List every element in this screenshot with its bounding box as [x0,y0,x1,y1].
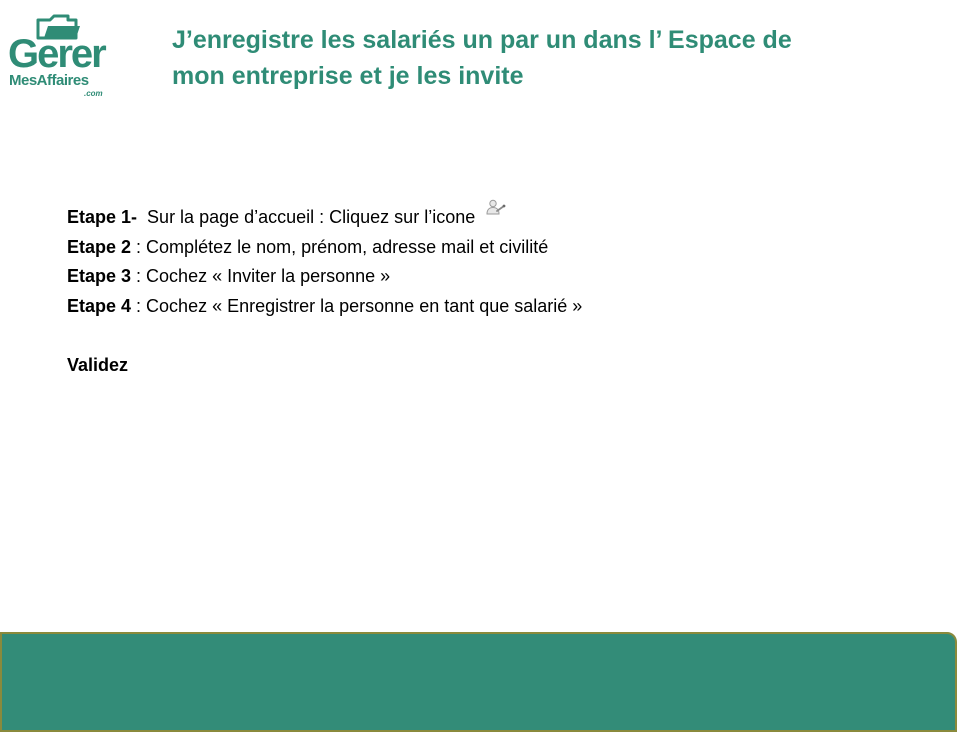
step-4-text: : Cochez « Enregistrer la personne en tant que salarié » [136,295,583,316]
logo [6,14,106,98]
validate-label: Validez [67,354,129,375]
logo-word-sub: MesAffaires [9,72,89,89]
step-4 [67,292,887,322]
steps-list [67,199,887,380]
step-1 [67,199,887,233]
step-3 [67,262,887,292]
step-1-text: Sur la page d’accueil : Cliquez sur l’icone [147,207,476,227]
logo-word-main: Gerer [8,32,105,76]
steps-spacer [67,321,887,351]
slide-title [172,22,872,94]
slide-title-line-2: mon entreprise et je les invite [172,62,524,90]
step-3-text: : Cochez « Inviter la personne » [136,266,391,286]
step-2 [67,233,887,263]
logo-word-domain: .com [84,89,103,98]
user-add-icon [486,199,506,217]
step-4-label: Etape 4 [67,295,132,316]
step-2-label: Etape 2 [67,236,132,257]
step-3-label: Etape 3 [67,266,132,286]
step-1-label: Etape 1- [67,207,138,227]
slide-title-line-1: J’enregistre les salariés un par un dans l’ Espace de [172,26,792,54]
step-2-text: : Complétez le nom, prénom, adresse mail et civilité [136,236,549,257]
footer-band [0,632,957,732]
